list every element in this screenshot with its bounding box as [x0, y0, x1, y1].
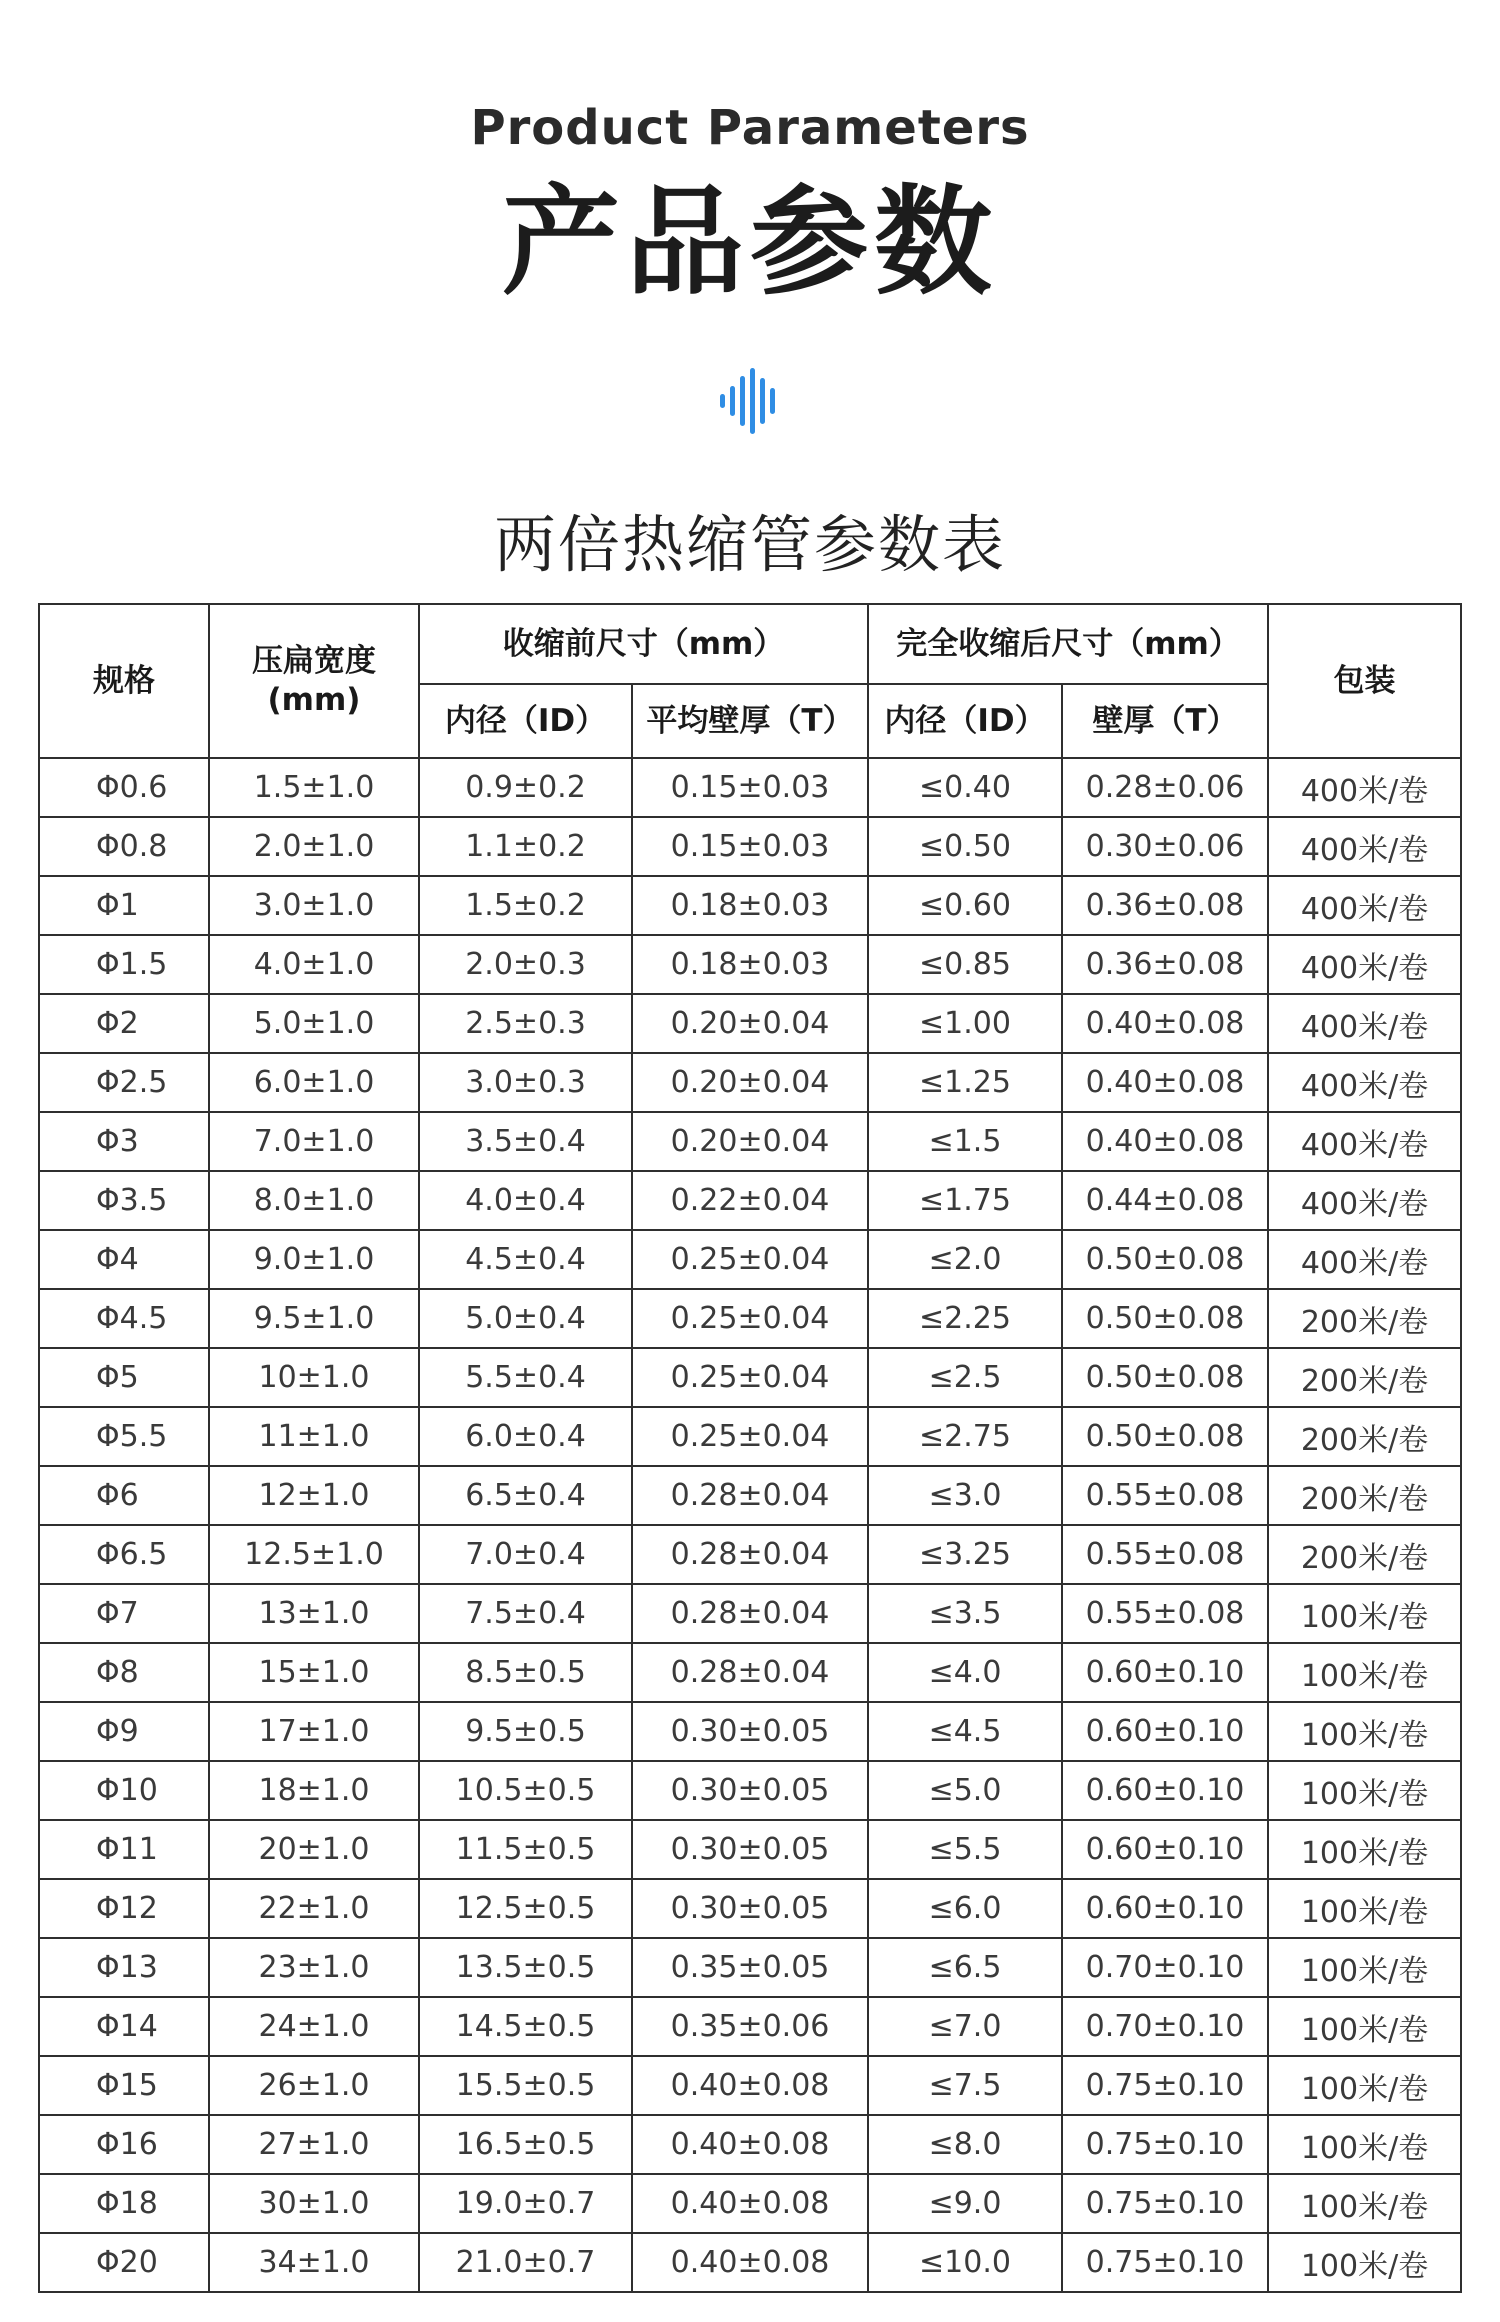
- cell-flat-width: 18±1.0: [209, 1761, 419, 1820]
- cell-after-wall: 0.50±0.08: [1062, 1289, 1268, 1348]
- cell-after-id: ≤0.60: [868, 876, 1062, 935]
- table-header: [39, 604, 1461, 758]
- header-package: 包装: [1268, 604, 1461, 758]
- cell-before-wall: 0.30±0.05: [632, 1761, 868, 1820]
- cell-after-id: ≤3.0: [868, 1466, 1062, 1525]
- cell-flat-width: 10±1.0: [209, 1348, 419, 1407]
- cell-after-wall: 0.60±0.10: [1062, 1761, 1268, 1820]
- cell-flat-width: 22±1.0: [209, 1879, 419, 1938]
- cell-before-id: 9.5±0.5: [419, 1702, 632, 1761]
- cell-after-wall: 0.75±0.10: [1062, 2056, 1268, 2115]
- cell-spec: Φ0.8: [39, 817, 209, 876]
- cell-before-wall: 0.15±0.03: [632, 758, 868, 817]
- cell-before-id: 4.0±0.4: [419, 1171, 632, 1230]
- cell-after-id: ≤0.40: [868, 758, 1062, 817]
- cell-before-id: 12.5±0.5: [419, 1879, 632, 1938]
- cell-spec: Φ7: [39, 1584, 209, 1643]
- cell-flat-width: 5.0±1.0: [209, 994, 419, 1053]
- cell-before-id: 2.5±0.3: [419, 994, 632, 1053]
- cell-spec: Φ6: [39, 1466, 209, 1525]
- cell-after-wall: 0.75±0.10: [1062, 2233, 1268, 2292]
- cell-before-id: 1.5±0.2: [419, 876, 632, 935]
- cell-flat-width: 2.0±1.0: [209, 817, 419, 876]
- cell-package: 100米/卷: [1268, 1938, 1461, 1997]
- cell-before-id: 2.0±0.3: [419, 935, 632, 994]
- cell-spec: Φ4: [39, 1230, 209, 1289]
- cell-after-wall: 0.70±0.10: [1062, 1938, 1268, 1997]
- cell-after-wall: 0.55±0.08: [1062, 1466, 1268, 1525]
- cell-flat-width: 24±1.0: [209, 1997, 419, 2056]
- cell-before-id: 21.0±0.7: [419, 2233, 632, 2292]
- cell-after-wall: 0.55±0.08: [1062, 1584, 1268, 1643]
- cell-package: 400米/卷: [1268, 1112, 1461, 1171]
- cell-package: 200米/卷: [1268, 1466, 1461, 1525]
- cell-after-wall: 0.30±0.06: [1062, 817, 1268, 876]
- table-row: [39, 994, 1461, 1053]
- cell-before-wall: 0.20±0.04: [632, 1053, 868, 1112]
- cell-after-id: ≤2.25: [868, 1289, 1062, 1348]
- header-after-shrink: 完全收缩后尺寸（mm）: [868, 604, 1268, 684]
- cell-before-id: 3.0±0.3: [419, 1053, 632, 1112]
- cell-before-id: 6.5±0.4: [419, 1466, 632, 1525]
- cell-after-wall: 0.40±0.08: [1062, 1053, 1268, 1112]
- cell-package: 100米/卷: [1268, 1584, 1461, 1643]
- cell-before-wall: 0.28±0.04: [632, 1466, 868, 1525]
- table-row: [39, 817, 1461, 876]
- cell-package: 100米/卷: [1268, 1643, 1461, 1702]
- cell-package: 400米/卷: [1268, 994, 1461, 1053]
- table-row: [39, 1702, 1461, 1761]
- cell-flat-width: 20±1.0: [209, 1820, 419, 1879]
- cell-before-id: 3.5±0.4: [419, 1112, 632, 1171]
- cell-flat-width: 9.0±1.0: [209, 1230, 419, 1289]
- cell-flat-width: 4.0±1.0: [209, 935, 419, 994]
- cell-before-id: 13.5±0.5: [419, 1938, 632, 1997]
- cell-after-wall: 0.50±0.08: [1062, 1230, 1268, 1289]
- cell-flat-width: 17±1.0: [209, 1702, 419, 1761]
- cell-after-id: ≤7.0: [868, 1997, 1062, 2056]
- cell-flat-width: 12.5±1.0: [209, 1525, 419, 1584]
- table-row: [39, 1407, 1461, 1466]
- cell-before-wall: 0.30±0.05: [632, 1820, 868, 1879]
- table-row: [39, 1289, 1461, 1348]
- header-before-wall: 平均壁厚（T）: [632, 684, 868, 758]
- table-row: [39, 1938, 1461, 1997]
- table-row: [39, 1466, 1461, 1525]
- table-row: [39, 2174, 1461, 2233]
- cell-after-id: ≤1.5: [868, 1112, 1062, 1171]
- cell-before-wall: 0.18±0.03: [632, 876, 868, 935]
- cell-after-wall: 0.36±0.08: [1062, 935, 1268, 994]
- header-flat-width: [209, 604, 419, 758]
- table-row: [39, 1112, 1461, 1171]
- cell-before-id: 0.9±0.2: [419, 758, 632, 817]
- cell-after-id: ≤6.0: [868, 1879, 1062, 1938]
- cell-spec: Φ6.5: [39, 1525, 209, 1584]
- cell-package: 200米/卷: [1268, 1407, 1461, 1466]
- cell-flat-width: 1.5±1.0: [209, 758, 419, 817]
- cell-package: 100米/卷: [1268, 1879, 1461, 1938]
- cell-package: 200米/卷: [1268, 1289, 1461, 1348]
- cell-package: 100米/卷: [1268, 2115, 1461, 2174]
- cell-package: 100米/卷: [1268, 2233, 1461, 2292]
- page-title-english: Product Parameters: [470, 100, 1030, 156]
- cell-before-wall: 0.18±0.03: [632, 935, 868, 994]
- cell-after-id: ≤9.0: [868, 2174, 1062, 2233]
- table-row: [39, 1053, 1461, 1112]
- cell-before-wall: 0.25±0.04: [632, 1348, 868, 1407]
- cell-before-wall: 0.15±0.03: [632, 817, 868, 876]
- table-title: 两倍热缩管参数表: [493, 508, 1006, 581]
- cell-flat-width: 26±1.0: [209, 2056, 419, 2115]
- table-row: [39, 758, 1461, 817]
- header-after-wall: 壁厚（T）: [1062, 684, 1268, 758]
- cell-package: 100米/卷: [1268, 1702, 1461, 1761]
- cell-package: 200米/卷: [1268, 1348, 1461, 1407]
- cell-spec: Φ5: [39, 1348, 209, 1407]
- cell-after-wall: 0.60±0.10: [1062, 1702, 1268, 1761]
- cell-after-id: ≤2.75: [868, 1407, 1062, 1466]
- table-row: [39, 1348, 1461, 1407]
- cell-before-id: 4.5±0.4: [419, 1230, 632, 1289]
- cell-package: 100米/卷: [1268, 1761, 1461, 1820]
- cell-spec: Φ3.5: [39, 1171, 209, 1230]
- cell-before-wall: 0.35±0.06: [632, 1997, 868, 2056]
- cell-spec: Φ9: [39, 1702, 209, 1761]
- cell-before-id: 11.5±0.5: [419, 1820, 632, 1879]
- table-row: [39, 935, 1461, 994]
- cell-flat-width: 34±1.0: [209, 2233, 419, 2292]
- table-row: [39, 1820, 1461, 1879]
- cell-spec: Φ1.5: [39, 935, 209, 994]
- cell-package: 400米/卷: [1268, 1171, 1461, 1230]
- table-row: [39, 1879, 1461, 1938]
- cell-after-wall: 0.40±0.08: [1062, 994, 1268, 1053]
- cell-flat-width: 8.0±1.0: [209, 1171, 419, 1230]
- cell-spec: Φ3: [39, 1112, 209, 1171]
- cell-package: 100米/卷: [1268, 2174, 1461, 2233]
- cell-after-id: ≤1.00: [868, 994, 1062, 1053]
- cell-before-id: 14.5±0.5: [419, 1997, 632, 2056]
- cell-spec: Φ11: [39, 1820, 209, 1879]
- cell-before-id: 19.0±0.7: [419, 2174, 632, 2233]
- cell-after-id: ≤0.85: [868, 935, 1062, 994]
- cell-before-wall: 0.40±0.08: [632, 2056, 868, 2115]
- cell-after-id: ≤0.50: [868, 817, 1062, 876]
- cell-before-wall: 0.25±0.04: [632, 1289, 868, 1348]
- cell-before-id: 1.1±0.2: [419, 817, 632, 876]
- cell-spec: Φ10: [39, 1761, 209, 1820]
- cell-after-wall: 0.50±0.08: [1062, 1407, 1268, 1466]
- table-row: [39, 2115, 1461, 2174]
- table-row: [39, 1643, 1461, 1702]
- cell-before-wall: 0.20±0.04: [632, 994, 868, 1053]
- cell-before-id: 16.5±0.5: [419, 2115, 632, 2174]
- cell-before-id: 7.5±0.4: [419, 1584, 632, 1643]
- table-row: [39, 2056, 1461, 2115]
- cell-before-wall: 0.28±0.04: [632, 1584, 868, 1643]
- cell-after-wall: 0.55±0.08: [1062, 1525, 1268, 1584]
- cell-before-wall: 0.40±0.08: [632, 2233, 868, 2292]
- cell-after-wall: 0.60±0.10: [1062, 1643, 1268, 1702]
- cell-before-wall: 0.22±0.04: [632, 1171, 868, 1230]
- cell-after-id: ≤10.0: [868, 2233, 1062, 2292]
- cell-before-wall: 0.40±0.08: [632, 2115, 868, 2174]
- cell-after-wall: 0.60±0.10: [1062, 1879, 1268, 1938]
- cell-flat-width: 6.0±1.0: [209, 1053, 419, 1112]
- header-before-id: 内径（ID）: [419, 684, 632, 758]
- header-after-id: 内径（ID）: [868, 684, 1062, 758]
- table-body: [39, 758, 1461, 2292]
- cell-before-id: 8.5±0.5: [419, 1643, 632, 1702]
- header-before-shrink: 收缩前尺寸（mm）: [419, 604, 868, 684]
- cell-spec: Φ14: [39, 1997, 209, 2056]
- cell-package: 100米/卷: [1268, 1820, 1461, 1879]
- table-row: [39, 1230, 1461, 1289]
- cell-before-id: 7.0±0.4: [419, 1525, 632, 1584]
- cell-before-wall: 0.28±0.04: [632, 1643, 868, 1702]
- cell-spec: Φ16: [39, 2115, 209, 2174]
- cell-before-wall: 0.20±0.04: [632, 1112, 868, 1171]
- cell-spec: Φ1: [39, 876, 209, 935]
- cell-after-id: ≤8.0: [868, 2115, 1062, 2174]
- cell-package: 400米/卷: [1268, 935, 1461, 994]
- cell-package: 400米/卷: [1268, 1053, 1461, 1112]
- cell-flat-width: 11±1.0: [209, 1407, 419, 1466]
- cell-before-wall: 0.40±0.08: [632, 2174, 868, 2233]
- cell-after-id: ≤4.0: [868, 1643, 1062, 1702]
- cell-after-wall: 0.70±0.10: [1062, 1997, 1268, 2056]
- cell-flat-width: 15±1.0: [209, 1643, 419, 1702]
- cell-after-id: ≤5.0: [868, 1761, 1062, 1820]
- cell-spec: Φ0.6: [39, 758, 209, 817]
- table-row: [39, 876, 1461, 935]
- cell-before-wall: 0.25±0.04: [632, 1230, 868, 1289]
- table-row: [39, 2233, 1461, 2292]
- cell-after-wall: 0.36±0.08: [1062, 876, 1268, 935]
- cell-after-wall: 0.60±0.10: [1062, 1820, 1268, 1879]
- cell-flat-width: 30±1.0: [209, 2174, 419, 2233]
- cell-spec: Φ13: [39, 1938, 209, 1997]
- cell-after-id: ≤3.5: [868, 1584, 1062, 1643]
- cell-before-wall: 0.30±0.05: [632, 1702, 868, 1761]
- cell-spec: Φ8: [39, 1643, 209, 1702]
- cell-before-id: 6.0±0.4: [419, 1407, 632, 1466]
- cell-after-id: ≤1.75: [868, 1171, 1062, 1230]
- cell-spec: Φ2.5: [39, 1053, 209, 1112]
- cell-after-wall: 0.50±0.08: [1062, 1348, 1268, 1407]
- cell-after-id: ≤1.25: [868, 1053, 1062, 1112]
- header-row-top: [39, 604, 1461, 684]
- cell-after-wall: 0.75±0.10: [1062, 2115, 1268, 2174]
- cell-after-wall: 0.44±0.08: [1062, 1171, 1268, 1230]
- cell-before-wall: 0.30±0.05: [632, 1879, 868, 1938]
- cell-before-id: 10.5±0.5: [419, 1761, 632, 1820]
- cell-flat-width: 23±1.0: [209, 1938, 419, 1997]
- cell-after-id: ≤5.5: [868, 1820, 1062, 1879]
- cell-package: 400米/卷: [1268, 817, 1461, 876]
- cell-spec: Φ2: [39, 994, 209, 1053]
- table-row: [39, 1584, 1461, 1643]
- cell-flat-width: 12±1.0: [209, 1466, 419, 1525]
- cell-before-wall: 0.25±0.04: [632, 1407, 868, 1466]
- cell-spec: Φ18: [39, 2174, 209, 2233]
- cell-flat-width: 27±1.0: [209, 2115, 419, 2174]
- cell-after-id: ≤7.5: [868, 2056, 1062, 2115]
- cell-before-wall: 0.28±0.04: [632, 1525, 868, 1584]
- table-row: [39, 1525, 1461, 1584]
- table-row: [39, 1997, 1461, 2056]
- cell-after-id: ≤3.25: [868, 1525, 1062, 1584]
- cell-before-id: 5.0±0.4: [419, 1289, 632, 1348]
- cell-spec: Φ12: [39, 1879, 209, 1938]
- cell-before-wall: 0.35±0.05: [632, 1938, 868, 1997]
- cell-package: 400米/卷: [1268, 758, 1461, 817]
- cell-spec: Φ20: [39, 2233, 209, 2292]
- cell-after-id: ≤4.5: [868, 1702, 1062, 1761]
- cell-before-id: 5.5±0.4: [419, 1348, 632, 1407]
- cell-flat-width: 7.0±1.0: [209, 1112, 419, 1171]
- cell-after-wall: 0.75±0.10: [1062, 2174, 1268, 2233]
- cell-after-id: ≤2.5: [868, 1348, 1062, 1407]
- cell-flat-width: 13±1.0: [209, 1584, 419, 1643]
- cell-flat-width: 3.0±1.0: [209, 876, 419, 935]
- cell-package: 100米/卷: [1268, 1997, 1461, 2056]
- cell-package: 400米/卷: [1268, 876, 1461, 935]
- cell-spec: Φ4.5: [39, 1289, 209, 1348]
- cell-after-id: ≤6.5: [868, 1938, 1062, 1997]
- cell-spec: Φ15: [39, 2056, 209, 2115]
- cell-package: 400米/卷: [1268, 1230, 1461, 1289]
- page-title-chinese: 产品参数: [501, 173, 998, 311]
- cell-after-wall: 0.40±0.08: [1062, 1112, 1268, 1171]
- header-flat-width-label: 压扁宽度 (mm): [252, 643, 376, 718]
- cell-after-id: ≤2.0: [868, 1230, 1062, 1289]
- header-spec: 规格: [39, 604, 209, 758]
- cell-package: 100米/卷: [1268, 2056, 1461, 2115]
- table-row: [39, 1171, 1461, 1230]
- table-row: [39, 1761, 1461, 1820]
- cell-after-wall: 0.28±0.06: [1062, 758, 1268, 817]
- sound-wave-icon: [718, 368, 782, 434]
- cell-flat-width: 9.5±1.0: [209, 1289, 419, 1348]
- cell-spec: Φ5.5: [39, 1407, 209, 1466]
- cell-package: 200米/卷: [1268, 1525, 1461, 1584]
- cell-before-id: 15.5±0.5: [419, 2056, 632, 2115]
- spec-table: [38, 603, 1462, 2293]
